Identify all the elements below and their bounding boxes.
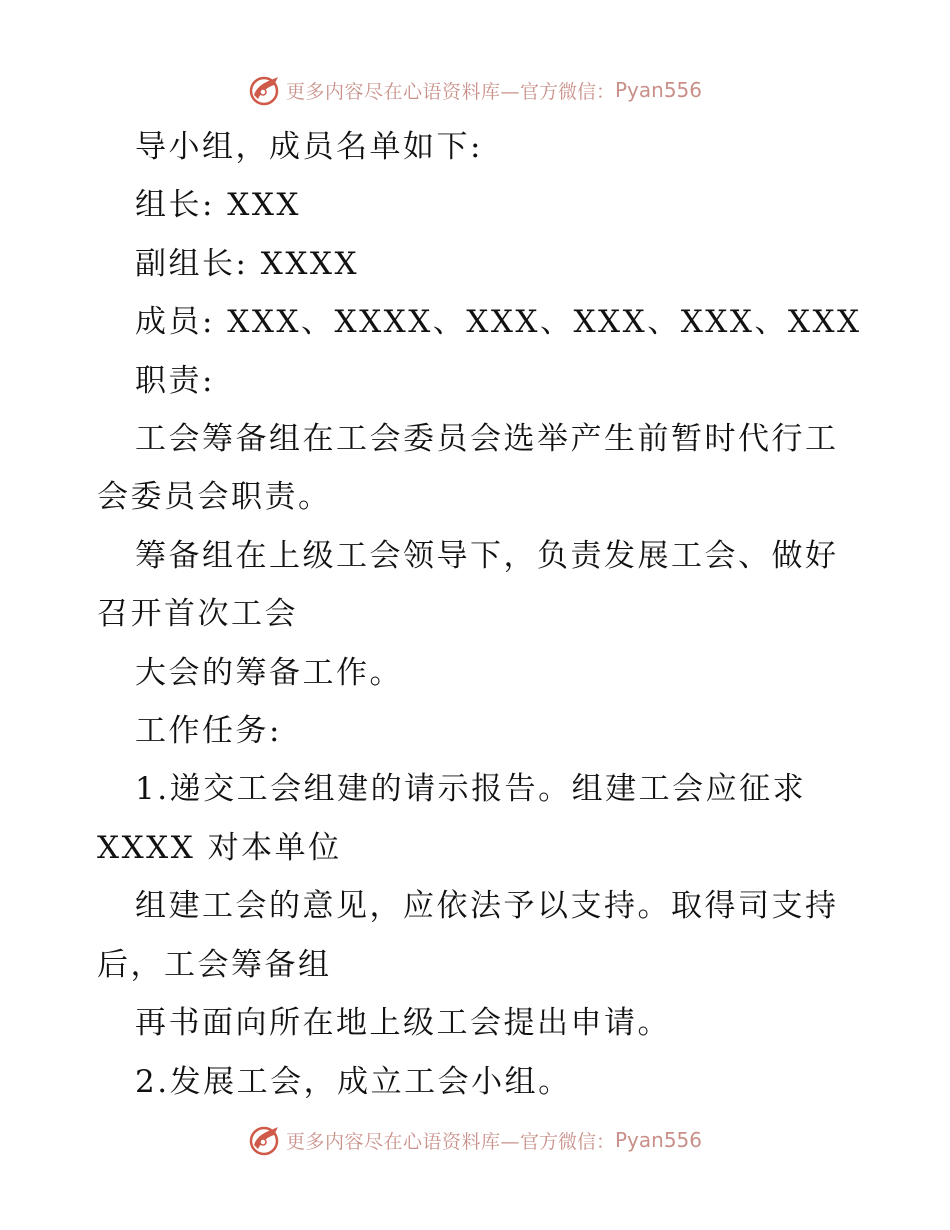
watermark-wechat-label: 官方微信： <box>519 80 615 103</box>
body-line: 导小组，成员名单如下: <box>135 129 483 165</box>
body-line: 再书面向所在地上级工会提出申请。 <box>135 1005 671 1042</box>
body-line: XXXX 对本单位 <box>97 829 342 866</box>
footer-watermark-banner <box>0 1120 950 1160</box>
body-line: 后，工会筹备组 <box>97 946 332 983</box>
watermark-wechat-label: 官方微信： <box>519 1130 615 1153</box>
body-line: 副组长: XXXX <box>135 245 360 282</box>
pen-logo-icon <box>248 73 282 107</box>
watermark-wechat-handle: Pyan556 <box>615 78 703 102</box>
watermark-wechat-handle: Pyan556 <box>615 1128 703 1152</box>
body-line: 成员: XXX、XXXX、XXX、XXX、XXX、XXX <box>135 304 862 341</box>
body-line: 1.递交工会组建的请示报告。组建工会应征求 <box>135 771 807 808</box>
header-watermark-banner <box>0 70 950 110</box>
body-line: 职责: <box>135 362 215 399</box>
body-line: 2.发展工会，成立工会小组。 <box>135 1063 572 1100</box>
document-body <box>97 118 862 1111</box>
watermark-site-text: 更多内容尽在心语资料库— <box>285 1130 520 1153</box>
body-line: 筹备组在上级工会领导下，负责发展工会、做好 <box>135 537 839 574</box>
watermark-site-text: 更多内容尽在心语资料库— <box>285 80 520 103</box>
body-line: 工作任务: <box>135 713 282 750</box>
body-line: 组建工会的意见，应依法予以支持。取得司支持 <box>135 888 839 925</box>
pen-logo-icon <box>248 1123 282 1157</box>
body-line: 会委员会职责。 <box>97 479 332 516</box>
body-line: 工会筹备组在工会委员会选举产生前暂时代行工 <box>135 421 839 458</box>
body-line: 大会的筹备工作。 <box>135 654 403 691</box>
body-line: 召开首次工会 <box>97 596 298 633</box>
body-line: 组长: XXX <box>135 187 302 224</box>
